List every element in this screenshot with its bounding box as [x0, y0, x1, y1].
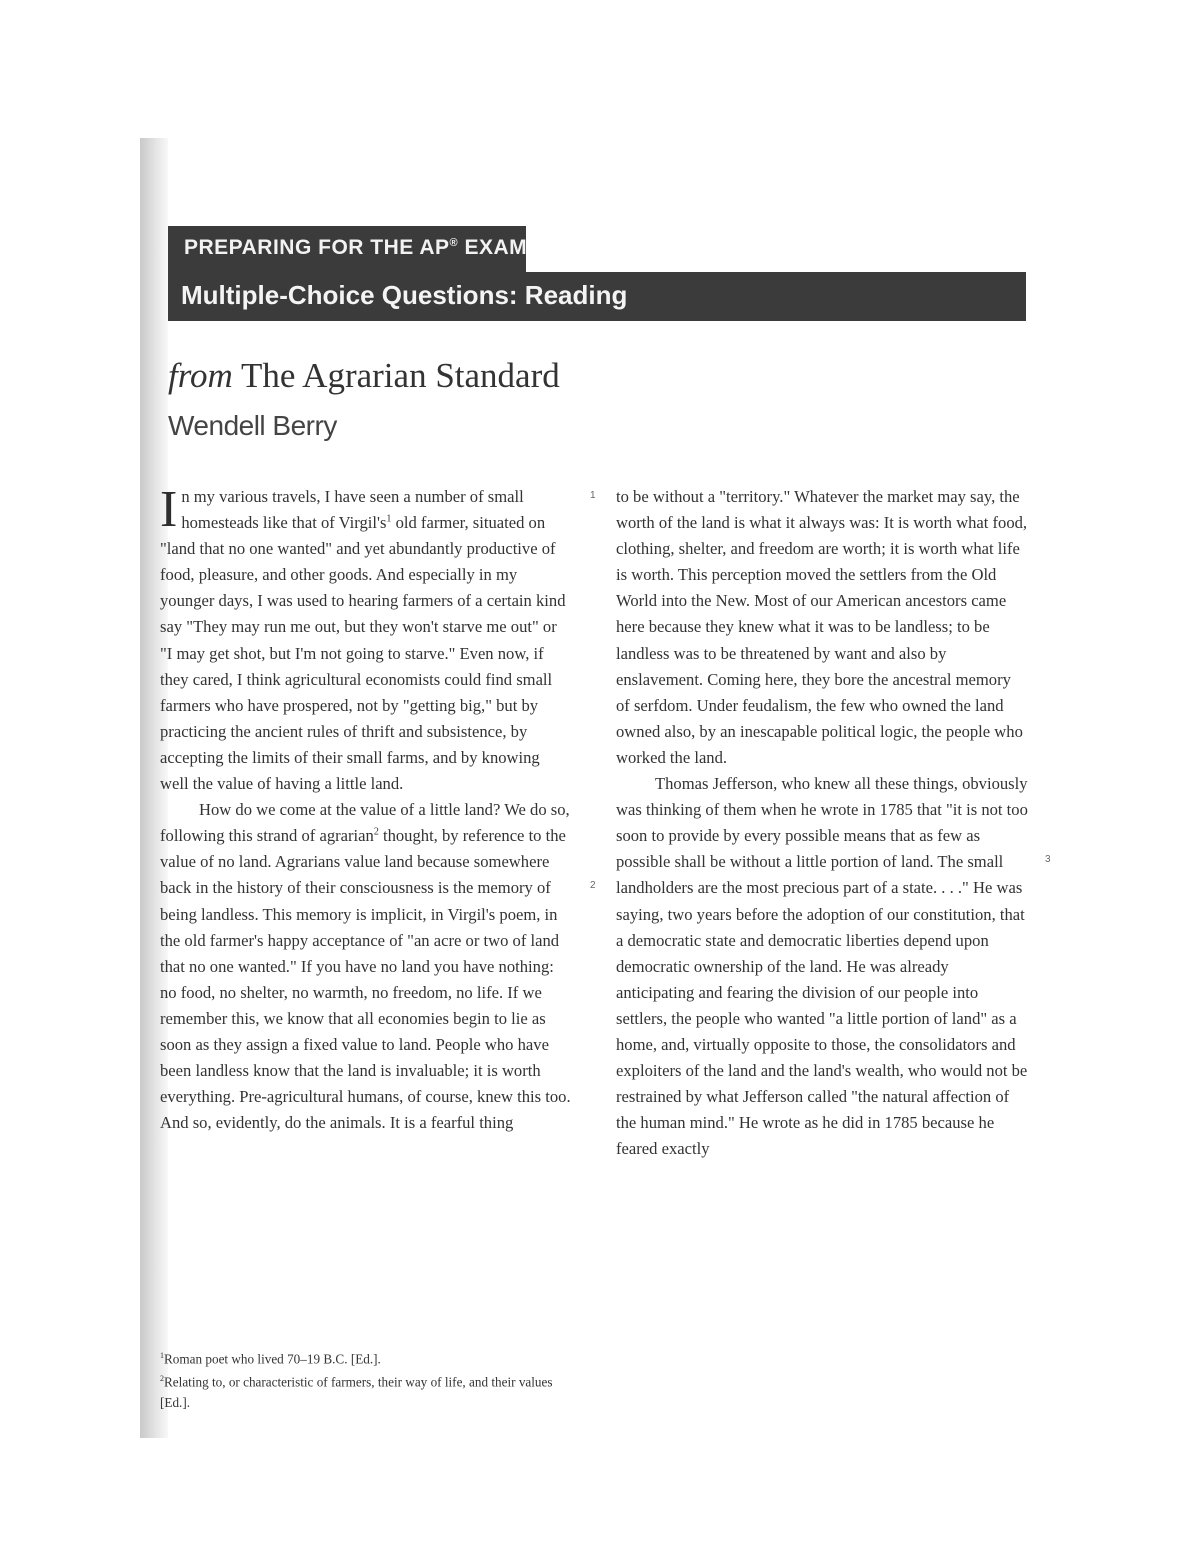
section-title: Multiple-Choice Questions: Reading [181, 280, 628, 310]
title-from: from [168, 356, 233, 395]
footnotes [160, 1346, 580, 1413]
footnote-2 [160, 1369, 580, 1412]
footnote-2-mark: 2 [160, 1374, 164, 1384]
line-number-3: 3 [1045, 854, 1051, 865]
exam-label-prefix: PREPARING FOR THE AP [184, 236, 450, 259]
footnote-1-mark: 1 [160, 1351, 164, 1360]
paragraph-3: Thomas Jefferson, who knew all these things, obviously was thinking of them when he wrote in 1785 that "it is not too soon to provide by every possible means that as few as possible shall be without a little portion of land. The small landholders are the most precious part of a state. . . ." He was saying, two years before the adoption of our constitution, that a democratic state and democratic liberties depend upon democratic ownership of the land. He was already anticipating and fearing the division of our people into settlers, the people who wanted "a little portion of land" as a home, and, virtually opposite to those, the consolidators and exploiters of the land and the land's wealth, who would not be restrained by what Jefferson called "the natural affection of the human mind." He wrote as he did in 1785 because he feared exactly [616, 774, 1028, 1159]
section-banner [168, 272, 1026, 321]
title-text: The Agrarian Standard [240, 356, 560, 395]
exam-label [184, 236, 527, 260]
footnote-1-text: Roman poet who lived 70–19 B.C. [Ed.]. [164, 1351, 381, 1367]
paragraph-2-continued: to be without a "territory." Whatever the market may say, the worth of the land is what it always was: It is worth what food, clothing, shelter, and freedom are worth; it is worth what life is worth. This perception moved the settlers from the Old World into the New. Most of our American ancestors came here because they knew what it was to be landless; to be landless was to be threatened by want and also by enslavement. Coming here, they bore the ancestral memory of serfdom. Under feudalism, the few who owned the land owned also, by an inescapable political logic, the people who worked the land. [616, 487, 1028, 767]
line-number-2: 2 [590, 880, 596, 891]
paragraph-2 [160, 797, 572, 1136]
exam-label-banner [168, 226, 526, 272]
line-number-1: 1 [590, 490, 596, 501]
text-column-right [616, 484, 1028, 1162]
footnote-2-text: Relating to, or characteristic of farmers, their way of life, and their values [Ed.]. [160, 1374, 553, 1410]
drop-cap: I [160, 481, 178, 538]
paragraph-2-text: How do we come at the value of a little land? We do so, following this strand of agrarian [160, 800, 570, 846]
paragraph-2-text-cont: thought, by reference to the value of no land. Agrarians value land because somewhere back in the history of their consciousness is the memory of being landless. This memory is implicit, in Virgil's poem, in the old farmer's happy acceptance of "an acre or two of land that no one wanted." If you have no land you have nothing: no food, no shelter, no warmth, no freedom, no life. If we remember this, we know that all economies begin to lie as soon as they assign a fixed value to land. People who have been landless know that the land is invaluable; it is worth everything. Pre-agricultural humans, of course, knew this too. And so, evidently, do the animals. It is a fearful thing [160, 826, 571, 1133]
article-author: Wendell Berry [168, 410, 337, 441]
footnote-1 [160, 1346, 580, 1369]
paragraph-1 [160, 481, 572, 797]
footnote-ref-2: 2 [373, 826, 379, 838]
registered-mark: ® [449, 237, 459, 249]
paragraph-1-text-cont: old farmer, situated on "land that no one wanted" and yet abundantly productive of food, pleasure, and other goods. And especially in my younger days, I was used to hearing farmers of a certain kind say "They may run me out, but they won't starve me out" or "I may get shot, but I'm not going to starve." Even now, if they cared, I think agricultural economists could find small farmers who have prospered, not by "getting big," but by practicing the ancient rules of thrift and subsistence, by accepting the limits of their small farms, and by knowing well the value of having a little land. [160, 513, 566, 794]
exam-label-suffix: EXAM [458, 236, 528, 259]
paragraph-1-text: n my various travels, I have seen a number of small homesteads like that of Virgil's [181, 487, 524, 533]
footnote-ref-1: 1 [386, 513, 392, 525]
article-title [168, 356, 560, 396]
text-column-left [160, 481, 572, 1136]
